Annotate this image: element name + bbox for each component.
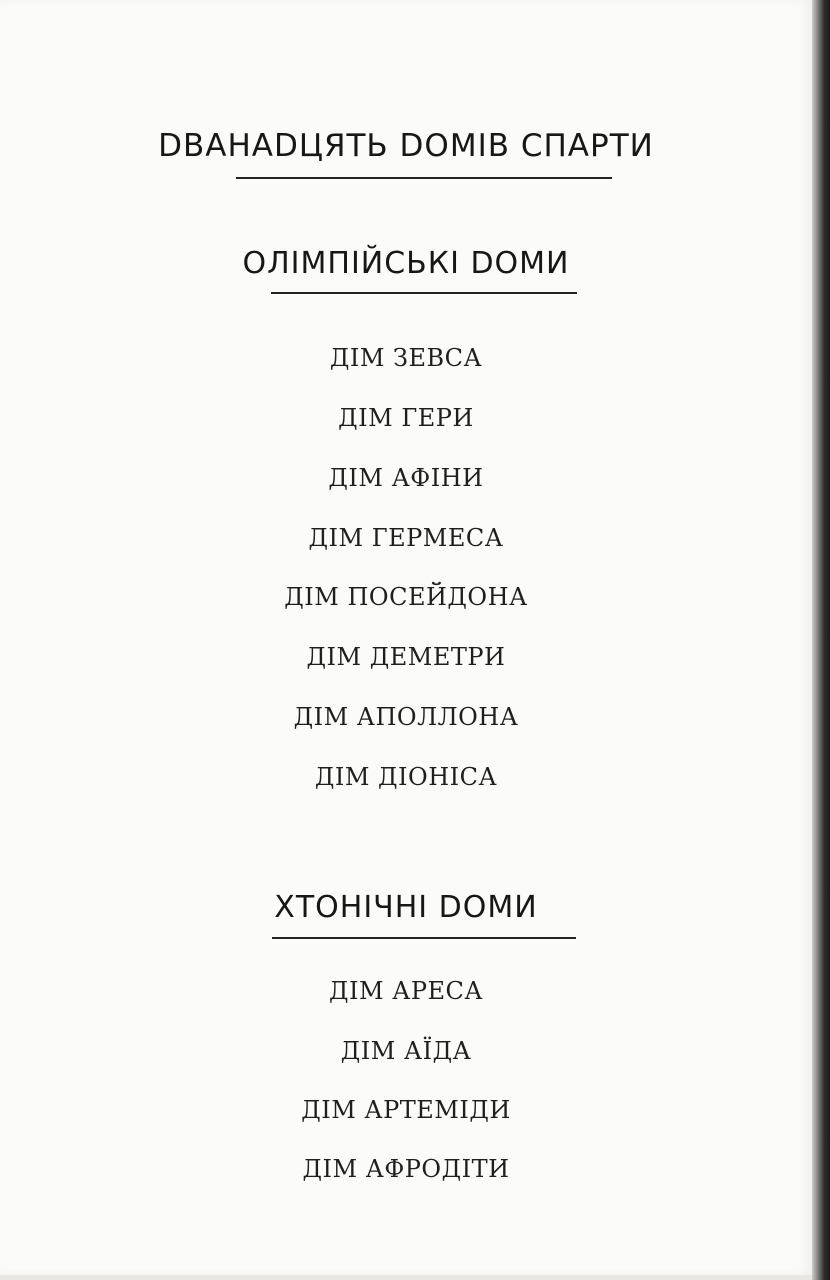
olympian-heading-divider: [271, 292, 577, 294]
chthonic-house-aphrodite: ДІМ АФРОДІТИ: [302, 1155, 510, 1183]
page-edge: [812, 0, 830, 1280]
title-divider: [236, 177, 612, 179]
olympian-house-poseidon: ДІМ ПОСЕЙДОНА: [284, 583, 528, 611]
olympian-house-dionysus: ДІМ ДІОНІСА: [314, 763, 498, 791]
olympian-house-zeus: ДІМ ЗЕВСА: [329, 344, 483, 372]
chthonic-house-ares: ДІМ АРЕСА: [328, 977, 484, 1005]
olympian-house-apollo: ДІМ АПОЛЛОНА: [293, 703, 519, 731]
olympian-house-hermes: ДІМ ГЕРМЕСА: [308, 524, 504, 552]
olympian-house-hera: ДІМ ГЕРИ: [338, 404, 474, 432]
chthonic-house-artemis: ДІМ АРТЕМІДИ: [301, 1096, 511, 1124]
chthonic-house-hades: ДІМ АЇДА: [340, 1037, 472, 1065]
chthonic-heading-divider: [272, 937, 576, 939]
olympian-house-demeter: ДІМ ДЕМЕТРИ: [306, 643, 506, 671]
chthonic-houses-heading: ХТОНІЧНІ DОМИ: [274, 890, 538, 925]
olympian-houses-heading: ОЛІМПІЙСЬКІ DОМИ: [242, 246, 570, 281]
page-title: DВАНАDЦЯТЬ DОМІВ СПАРТИ: [158, 128, 654, 164]
olympian-house-athena: ДІМ АФІНИ: [328, 464, 484, 492]
